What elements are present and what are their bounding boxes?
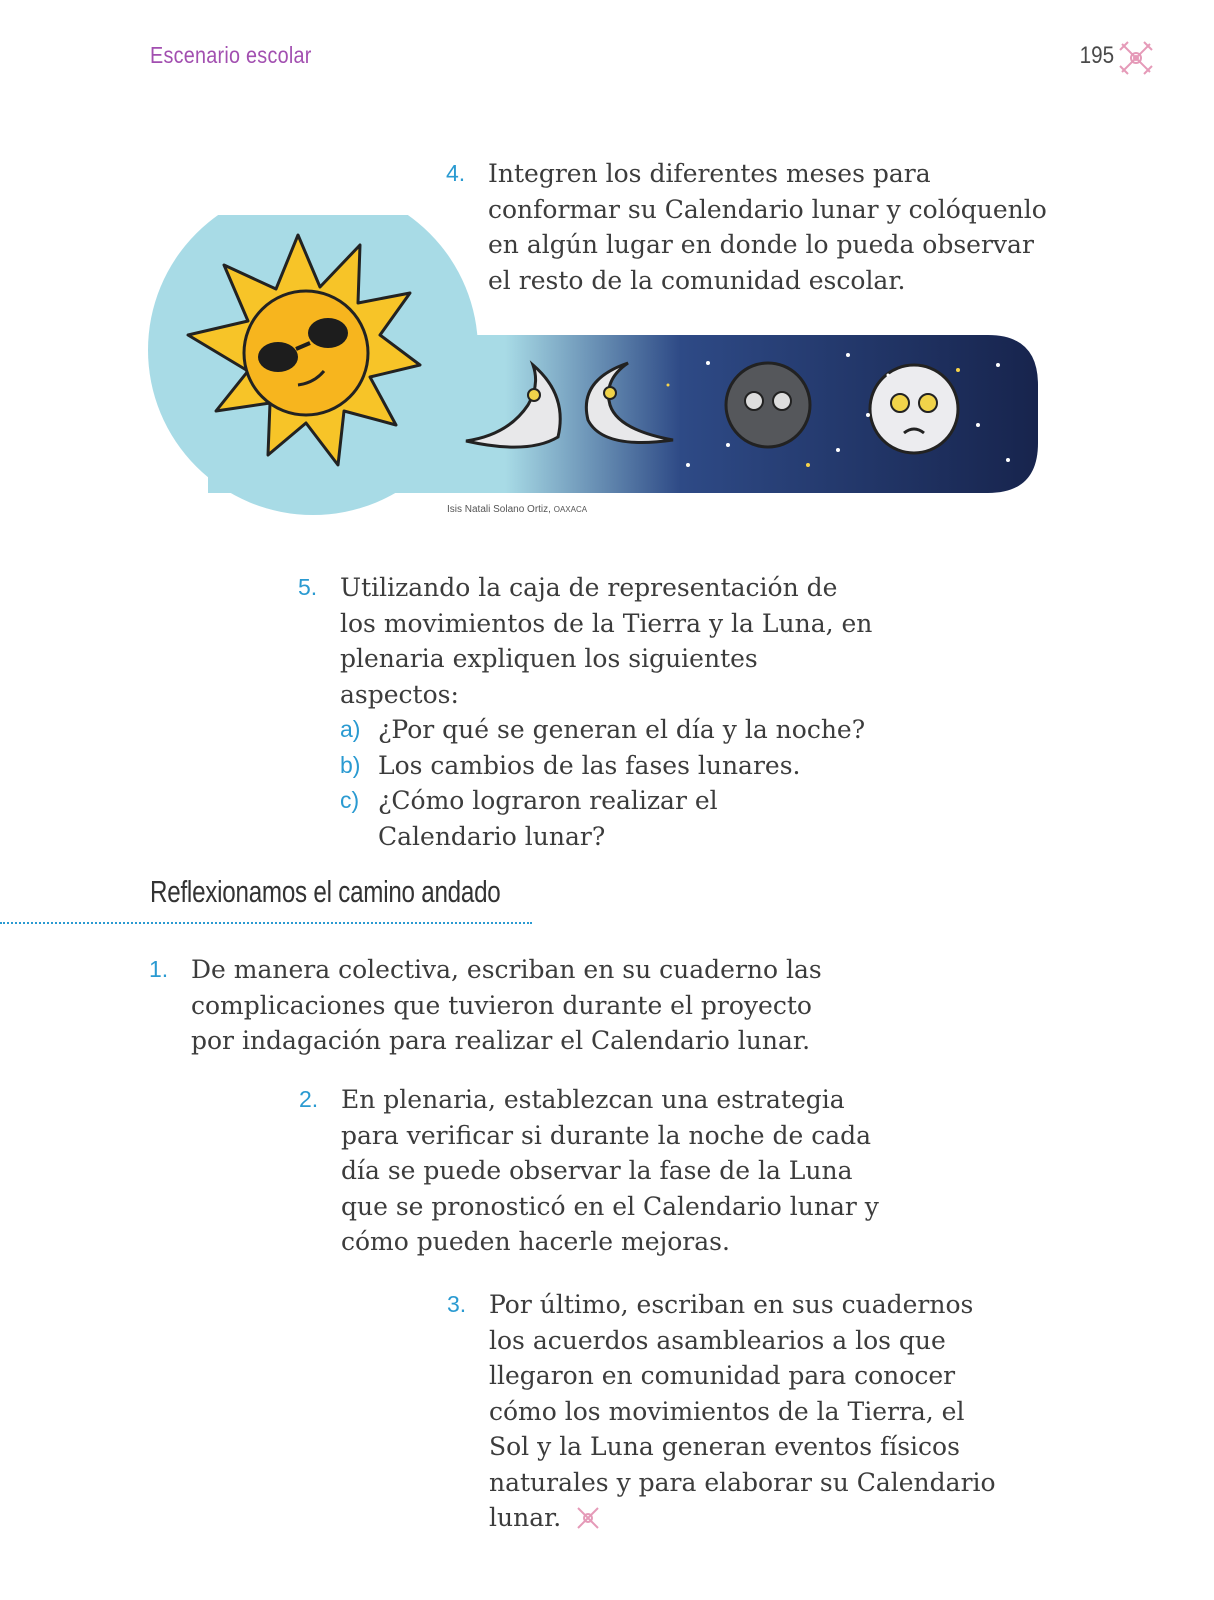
item-text: En plenaria, establezcan una estrategia para verificar si durante la noche de cada día se puede observar la fase de la Luna que se pronosticó en el Calendario lunar y cómo pueden hacerle mejoras. [341, 1085, 879, 1256]
section-title: Reflexionamos el camino andado [150, 874, 501, 909]
section-divider [0, 922, 532, 924]
item-number: 2. [299, 1086, 319, 1112]
credit-place: OAXACA [553, 505, 588, 514]
item-number: 1. [149, 956, 169, 982]
new-moon-icon [726, 363, 810, 447]
item-number: 4. [446, 160, 466, 186]
decorative-knot-icon [1118, 40, 1154, 76]
reflection-item-1 [149, 952, 861, 1059]
reflection-item-3 [447, 1287, 1009, 1536]
item-text: Integren los diferentes meses para conformar su Calendario lunar y colóquenlo en algún lugar en donde lo pueda observar el resto de la comunidad escolar. [488, 159, 1047, 295]
sub-text: ¿Cómo lograron realizar el Calendario lunar? [378, 786, 718, 851]
sub-item-b [340, 748, 880, 784]
item-text: De manera colectiva, escriban en su cuaderno las complicaciones que tuvieron durante el proyecto por indagación para realizar el Calendario lunar. [191, 955, 822, 1055]
end-knot-icon [575, 1505, 601, 1531]
sub-text: ¿Por qué se generan el día y la noche? [378, 715, 866, 744]
sub-letter: b) [340, 751, 361, 778]
sun-and-moon-phases-illustration [148, 215, 1048, 515]
sub-letter: c) [340, 787, 360, 813]
full-moon-icon [870, 365, 958, 453]
item-text: Por último, escriban en sus cuadernos los acuerdos asamblearios a los que llegaron en comunidad para conocer cómo los movimientos de la Tierra, el Sol y la Luna generan eventos físicos naturales y para elaborar su Calendario lunar. [489, 1290, 996, 1532]
sub-item-c [340, 783, 848, 854]
activity-item-5 [298, 570, 880, 854]
sub-text: Los cambios de las fases lunares. [378, 750, 801, 780]
header-section-label: Escenario escolar [150, 42, 312, 68]
illustration-credit [447, 504, 587, 515]
reflection-item-2 [299, 1082, 901, 1260]
item-number: 5. [298, 574, 318, 600]
credit-name: Isis Natali Solano Ortiz, [447, 504, 551, 515]
sub-letter: a) [340, 716, 361, 742]
item-text: Utilizando la caja de representación de los movimientos de la Tierra y la Luna, en plenaria expliquen los siguientes aspectos: [340, 573, 873, 709]
item-number: 3. [447, 1291, 467, 1317]
sub-item-a [340, 712, 880, 748]
page-number: 195 [1079, 42, 1114, 69]
